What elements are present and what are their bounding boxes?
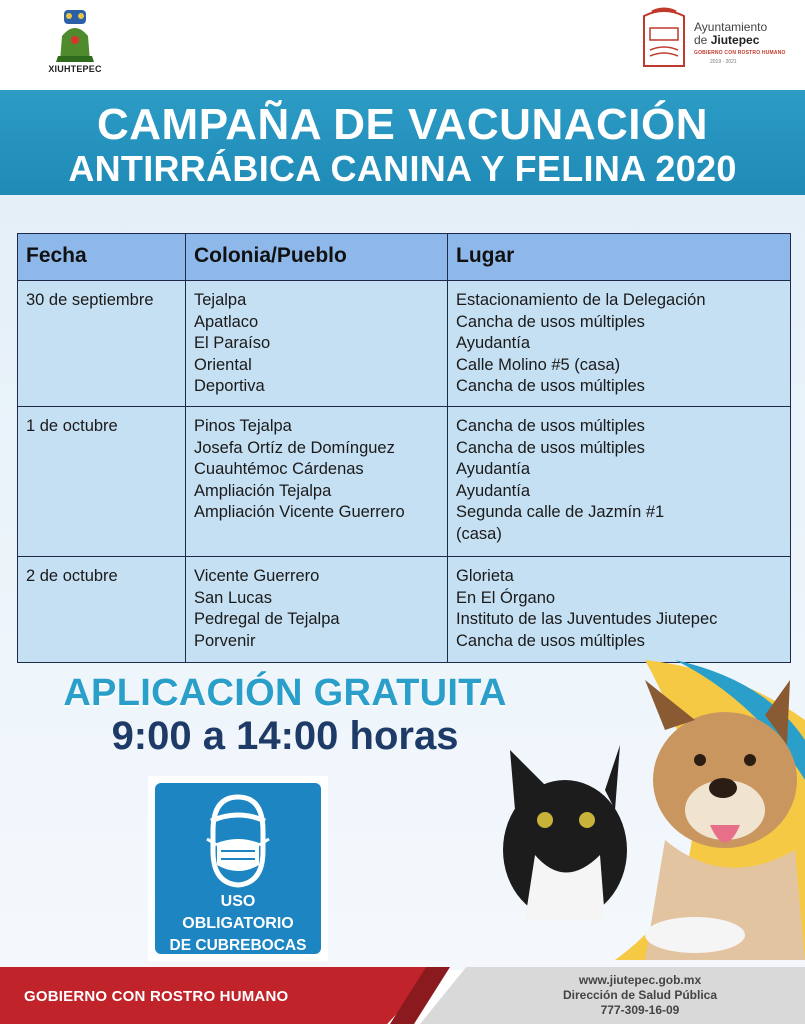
logo-years: 2019 · 2021 (710, 59, 737, 65)
mask-sign-line2: OBLIGATORIO (182, 915, 294, 932)
footer-phone: 777-309-16-09 (600, 1003, 680, 1017)
colonia-item: Josefa Ortíz de Domínguez (194, 438, 395, 457)
footer-department: Dirección de Salud Pública (562, 988, 718, 1002)
fecha-cell: 1 de octubre (18, 407, 186, 557)
colonias-cell (186, 407, 448, 557)
colonia-item: Cuauhtémoc Cárdenas (194, 460, 364, 478)
free-application-title: APLICACIÓN GRATUITA (63, 672, 507, 714)
fecha-cell: 30 de septiembre (18, 281, 186, 407)
lugar-item: Ayudantía (456, 481, 531, 500)
footer-slogan: GOBIERNO CON ROSTRO HUMANO (24, 988, 289, 1005)
mask-required-sign (148, 776, 328, 961)
table-header-row (18, 234, 791, 281)
colonia-item: Oriental (194, 355, 252, 374)
lugar-item: Segunda calle de Jazmín #1 (456, 503, 665, 521)
lugares-cell (448, 281, 791, 407)
header-fecha: Fecha (18, 234, 186, 281)
lugar-item: En El Órgano (456, 588, 556, 607)
fecha-cell: 2 de octubre (18, 557, 186, 663)
colonia-item: Vicente Guerrero (194, 567, 320, 585)
footer-contact (540, 973, 740, 1018)
logo-tagline: GOBIERNO CON ROSTRO HUMANO (694, 50, 786, 56)
title-banner (0, 90, 805, 195)
face-mask-icon (203, 791, 273, 891)
header-lugar: Lugar (448, 234, 791, 281)
campaign-title-line1: CAMPAÑA DE VACUNACIÓN (96, 100, 708, 149)
header (0, 0, 805, 90)
xiuhtepec-logo (40, 6, 110, 78)
lugar-item: Ayudantía (456, 334, 531, 352)
lugar-item: Glorieta (456, 567, 514, 585)
xiuhtepec-logo-text: XIUHTEPEC (48, 64, 102, 74)
colonia-item: Deportiva (194, 377, 265, 395)
colonia-item: Tejalpa (194, 291, 247, 309)
colonia-item: Apatlaco (194, 312, 259, 331)
mask-sign-line3: DE CUBREBOCAS (169, 937, 307, 954)
vaccination-schedule-table (17, 233, 791, 663)
lugar-item: Ayudantía (456, 460, 531, 478)
footer (0, 967, 805, 1024)
colonia-item: Pinos Tejalpa (194, 417, 292, 435)
lugar-item: Estacionamiento de la Delegación (456, 291, 706, 309)
jiutepec-crest-icon (638, 6, 690, 72)
colonia-item: Porvenir (194, 631, 256, 650)
lugar-item: Calle Molino #5 (casa) (456, 355, 621, 374)
jiutepec-text: de Jiutepec (694, 33, 760, 47)
cat-and-dog-image (495, 660, 805, 960)
jiutepec-logo (638, 6, 788, 76)
lugares-cell (448, 557, 791, 663)
colonia-item: El Paraíso (194, 334, 271, 352)
xiuhtepec-hill-icon (40, 6, 110, 64)
footer-website: www.jiutepec.gob.mx (578, 973, 702, 987)
colonias-cell (186, 557, 448, 663)
lugar-item: Cancha de usos múltiples (456, 377, 645, 395)
header-colonia: Colonia/Pueblo (186, 234, 448, 281)
colonias-cell (186, 281, 448, 407)
table-row (18, 557, 791, 663)
hours-text: 9:00 a 14:00 horas (111, 714, 459, 758)
lugar-item: Cancha de usos múltiples (456, 438, 645, 457)
table-row (18, 281, 791, 407)
table-row (18, 407, 791, 557)
ayuntamiento-text: Ayuntamiento (694, 20, 768, 34)
lugar-item: Cancha de usos múltiples (456, 417, 645, 435)
lugares-cell (448, 407, 791, 557)
campaign-title-line2: ANTIRRÁBICA CANINA Y FELINA 2020 (68, 148, 737, 189)
lugar-item: Instituto de las Juventudes Jiutepec (456, 610, 718, 628)
mask-sign-line1: USO (220, 893, 256, 910)
colonia-item: Ampliación Vicente Guerrero (194, 503, 405, 521)
lugar-item: Cancha de usos múltiples (456, 312, 645, 331)
colonia-item: Pedregal de Tejalpa (194, 610, 340, 628)
colonia-item: Ampliación Tejalpa (194, 481, 332, 500)
colonia-item: San Lucas (194, 588, 272, 607)
lugar-item: (casa) (456, 524, 502, 543)
lugar-item: Cancha de usos múltiples (456, 631, 645, 650)
